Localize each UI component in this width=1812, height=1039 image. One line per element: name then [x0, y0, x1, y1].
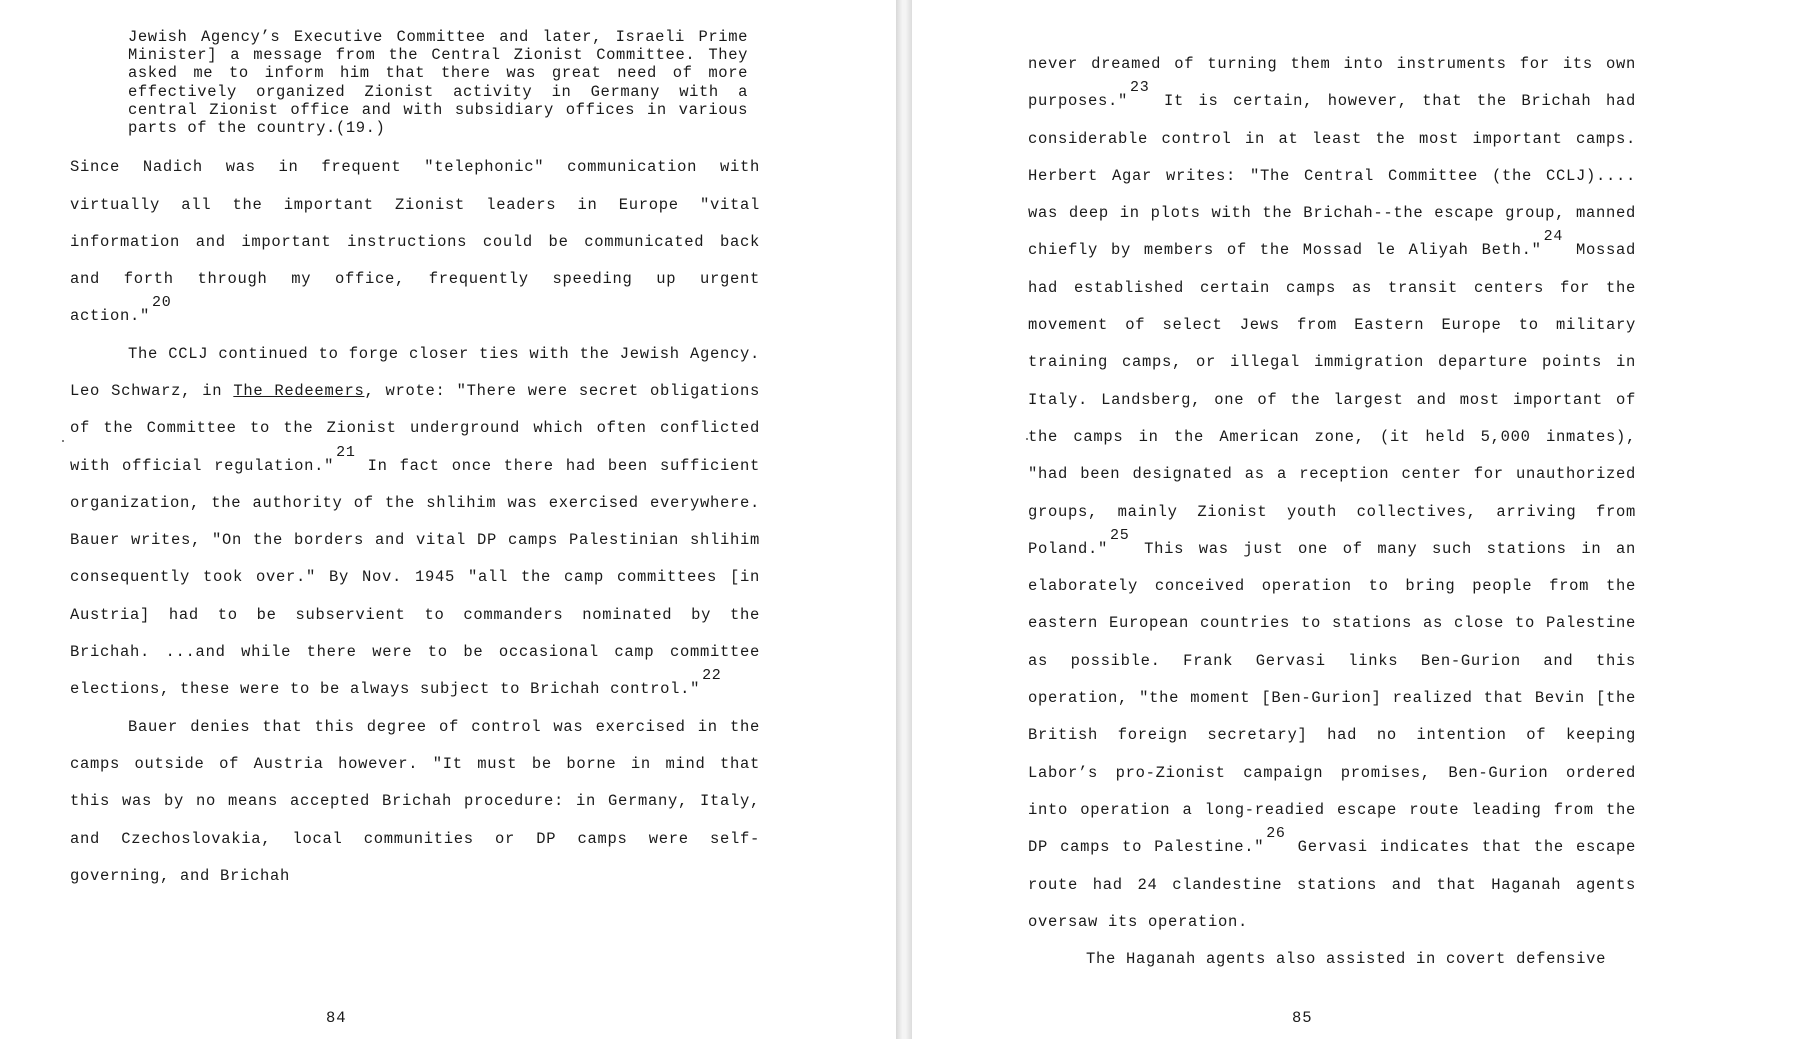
footnote-marker: 25	[1110, 526, 1130, 544]
scan-artifact	[62, 440, 64, 442]
paragraph-text: It is certain, however, that the Brichah had considerable control in at least the most important camps. Herbert Agar writes: "The Central Committee (the CCLJ).... was deep in plots with the Brichah--the escape group, manned chiefly by members of the Mossad le Aliyah Beth."	[1028, 92, 1636, 260]
footnote-marker: 26	[1266, 825, 1286, 843]
paragraph-text: never dreamed of turning them into instruments for its own purposes."	[1028, 55, 1636, 111]
scan-artifact	[1026, 438, 1028, 440]
block-quote: Jewish Agency’s Executive Committee and later, Israeli Prime Minister] a message from the Central Zionist Committee. They asked me to inform him that there was great need of more effectively organized Zionist activity in Germany with a central Zionist office and with subsidiary offices in various parts of the country.(19.)	[128, 28, 748, 138]
paragraph-text: This was just one of many such stations in an elaborately conceived operation to bring people from the eastern European countries to stations as close to Palestine as possible. Frank Gervasi links Ben-Gurion and this operation, "the moment [Ben-Gurion] realized that Bevin [the British foreign secretary] had no intention of keeping Labor’s pro-Zionist campaign promises, Ben-Gurion ordered into operation a long-readied escape route leading from the DP camps to Palestine."	[1028, 539, 1636, 857]
footnote-marker: 24	[1543, 228, 1564, 246]
paragraph	[70, 336, 760, 709]
footnote-marker: 22	[702, 667, 722, 685]
right-page-text	[1028, 46, 1636, 978]
paragraph	[1028, 46, 1636, 941]
paragraph-text: Gervasi indicates that the escape route had 24 clandestine stations and that Haganah agents oversaw its operation.	[1028, 838, 1636, 931]
footnote-marker: 21	[336, 443, 356, 461]
paragraph	[70, 149, 760, 335]
paragraph-text: The CCLJ continued to forge closer ties with the Jewish Agency. Leo Schwarz, in	[70, 344, 760, 400]
page-number: 84	[326, 1009, 347, 1027]
paragraph-text: Since Nadich was in frequent "telephonic" communication with virtually all the important Zionist leaders in Europe "vital information and important instructions could be communicated back and forth through my office, frequently speeding up urgent action."	[70, 158, 760, 326]
left-page	[0, 0, 896, 1039]
paragraph-text: Mossad had established certain camps as transit centers for the movement of select Jews from Eastern Europe to military training camps, or illegal immigration departure points in Italy. Landsberg, one of the largest and most important of the camps in the American zone, (it held 5,000 inmates), "had been designated as a reception center for unauthorized groups, mainly Zionist youth collectives, arriving from Poland."	[1028, 241, 1637, 558]
footnote-marker: 23	[1130, 79, 1150, 97]
paragraph	[70, 709, 760, 895]
page-number: 85	[1292, 1009, 1313, 1027]
paragraph-text: Bauer denies that this degree of control was exercised in the camps outside of Austria however. "It must be borne in mind that this was by no means accepted Brichah procedure: in Germany, Italy, and Czechoslovakia, local communities or DP camps were self-governing, and Brichah	[70, 717, 760, 885]
paragraph	[1028, 941, 1636, 978]
book-title: The Redeemers	[233, 382, 365, 400]
right-page	[912, 0, 1812, 1039]
page-gutter	[896, 0, 912, 1039]
paragraph-text: , wrote: "There were secret obligations of the Committee to the Zionist underground which often conflicted with official regulation."	[70, 382, 760, 475]
left-page-text	[70, 28, 760, 895]
footnote-marker: 20	[152, 294, 172, 312]
paragraph-text: The Haganah agents also assisted in covert defensive	[1086, 950, 1607, 969]
paragraph-text: In fact once there had been sufficient organization, the authority of the shlihim was exercised everywhere. Bauer writes, "On the borders and vital DP camps Palestinian shlihim consequently took over." By Nov. 1945 "all the camp committees [in Austria] had to be subservient to commanders nominated by the Brichah. ...and while there were to be occasional camp committee elections, these were to be always subject to Brichah control."	[70, 456, 760, 699]
